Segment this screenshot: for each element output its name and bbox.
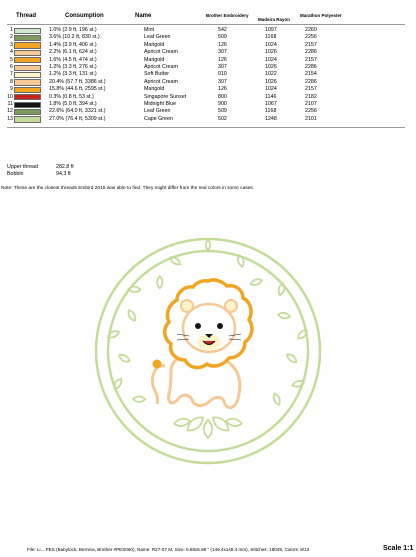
thread-name: Marigold [144,41,165,48]
lion-eye-right [217,323,223,329]
thread-consumption: 1.0% (2.9 ft, 196 st.) [49,27,97,33]
color-swatch [14,28,41,34]
lion-tail [153,366,166,404]
thread-number: 9 [10,86,13,93]
thread-code-marathon: 2157 [305,86,317,93]
embroidery-preview [93,236,323,466]
thread-code-brother: 542 [218,27,227,33]
bobbin-label: Bobbin [7,171,24,177]
thread-number: 10 [7,93,13,100]
thread-code-brother: 502 [218,115,227,122]
thread-number: 6 [10,64,13,71]
thread-name: Cape Green [144,115,173,122]
thread-name: Soft Butter [144,71,170,78]
thread-code-madeira: 1026 [265,49,277,56]
thread-code-marathon: 2256 [305,34,317,41]
table-bottom-divider [7,127,405,128]
thread-code-marathon: 2157 [305,41,317,48]
thread-code-brother: 307 [218,78,227,85]
leaf [237,254,245,267]
scale-label: Scale 1:1 [383,545,414,552]
color-swatch [14,94,41,100]
thread-number: 1 [10,27,13,33]
thread-code-madeira: 1024 [265,86,277,93]
thread-code-madeira: 1168 [265,34,277,41]
bobbin-value: 94.3 ft [56,171,71,177]
thread-code-marathon: 2154 [305,71,317,78]
thread-row [7,27,355,34]
thread-code-brother: 900 [218,101,227,108]
thread-table [7,27,355,123]
thread-swatch [14,94,43,101]
thread-consumption: 22.6% (64.0 ft, 3321 st.) [49,108,106,115]
thread-code-marathon: 2101 [305,115,317,122]
totals-table [7,164,74,178]
thread-consumption: 1.2% (3.3 ft, 131 st.) [49,71,97,78]
color-swatch [14,65,41,71]
totals-row-upper [7,164,74,171]
thread-number: 8 [10,78,13,85]
thread-row [7,79,355,86]
thread-row [7,71,355,78]
leaf [250,278,263,287]
leaf [169,255,182,266]
thread-code-madeira: 1024 [265,41,277,48]
thread-swatch [14,71,43,78]
leaf [285,352,298,364]
thread-swatch [14,57,43,64]
leaf [206,240,211,250]
color-swatch [14,57,41,63]
header-brand-brother: Brother Embroidery [206,13,249,18]
leaf [128,286,140,292]
thread-code-marathon: 2182 [305,93,317,100]
thread-row [7,34,355,41]
thread-code-marathon: 2260 [305,27,317,33]
lion-eye-left [195,323,201,329]
thread-name: Marigold [144,86,165,93]
thread-consumption: 3.6% (10.2 ft, 830 st.) [49,34,100,41]
leaf [157,276,162,288]
header-thread: Thread [16,13,37,19]
thread-swatch [14,64,43,71]
thread-name: Marigold [144,56,165,63]
thread-number: 2 [10,34,13,41]
leaf [278,312,291,319]
thread-swatch [14,108,43,115]
thread-number: 12 [7,108,13,115]
thread-row [7,101,355,108]
thread-consumption: 1.2% (3.3 ft, 276 st.) [49,64,97,71]
thread-code-brother: 307 [218,64,227,71]
color-swatch [14,87,41,93]
thread-consumption: 2.2% (6.1 ft, 624 st.) [49,49,97,56]
thread-swatch [14,79,43,86]
thread-row [7,108,355,115]
thread-consumption: 0.3% (0.8 ft, 53 st.) [49,93,94,100]
color-swatch [14,102,41,108]
leaf [127,309,138,322]
thread-code-madeira: 1146 [265,93,277,100]
thread-code-madeira: 1026 [265,78,277,85]
color-swatch [14,116,41,122]
thread-row [7,49,355,56]
thread-code-brother: 509 [218,108,227,115]
thread-code-madeira: 1248 [265,115,277,122]
thread-code-brother: 126 [218,56,227,63]
header-divider [7,24,405,25]
thread-code-brother: 010 [218,71,227,78]
thread-row [7,86,355,93]
thread-swatch [14,116,43,123]
thread-name: Apricot Cream [144,49,178,56]
thread-swatch [14,27,43,34]
totals-row-bobbin [7,171,74,178]
thread-consumption: 1.8% (5.0 ft, 394 st.) [49,101,97,108]
upper-thread-value: 282.8 ft [56,164,74,170]
header-name: Name [135,13,152,19]
thread-code-madeira: 1026 [265,64,277,71]
thread-row [7,64,355,71]
thread-code-madeira: 1097 [265,27,277,33]
thread-row [7,42,355,49]
color-swatch [14,109,41,115]
thread-row [7,94,355,101]
footer-file-info: File: Li....PES (Babylock, Bernina, Brother #PES060), Name: R27-07 M, Size: 5.88x5.88 " (149.4x149.4 mm), Stitches: 18049, Colors: 8/13 [27,547,310,552]
thread-code-brother: 126 [218,86,227,93]
thread-swatch [14,34,43,41]
thread-code-marathon: 2256 [305,108,317,115]
thread-swatch [14,86,43,93]
thread-code-brother: 126 [218,41,227,48]
thread-code-madeira: 1168 [265,108,277,115]
thread-number: 7 [10,71,13,78]
thread-code-madeira: 1024 [265,56,277,63]
thread-name: Apricot Cream [144,78,178,85]
color-swatch [14,50,41,56]
upper-thread-label: Upper thread [7,164,38,170]
color-swatch [14,35,41,41]
thread-swatch [14,49,43,56]
header-brand-madeira: Madeira Rayon [258,17,291,22]
thread-row [7,57,355,64]
thread-code-brother: 307 [218,49,227,56]
note-text: Note: These are the closest threads Embird 2015 was able to find. They might differ from the real colors in some cases. [1,186,255,191]
thread-code-marathon: 2286 [305,78,317,85]
lion-tail-tuft [153,360,162,369]
thread-swatch [14,101,43,108]
thread-number: 11 [7,101,13,108]
color-swatch [14,42,41,48]
thread-code-marathon: 2107 [305,101,317,108]
header-consumption: Consumption [65,13,104,19]
thread-consumption: 1.6% (4.5 ft, 474 st.) [49,56,97,63]
leaf [118,353,131,364]
thread-name: Leaf Green [144,34,171,41]
thread-name: Apricot Cream [144,64,178,71]
color-swatch [14,72,41,78]
thread-name: Singapore Sunset [144,93,187,100]
thread-code-brother: 800 [218,93,227,100]
leaf [112,377,123,390]
thread-swatch [14,42,43,49]
header-brand-marathon: Marathon Polyester [300,13,342,18]
thread-number: 5 [10,56,13,63]
leaf [133,397,145,402]
color-swatch [14,79,41,85]
thread-consumption: 20.4% (57.7 ft, 3386 st.) [49,78,106,85]
leaf [272,393,281,406]
thread-name: Mint [144,27,155,33]
thread-code-madeira: 1022 [265,71,277,78]
thread-consumption: 1.4% (3.9 ft, 406 st.) [49,41,97,48]
thread-code-madeira: 1067 [265,101,277,108]
leaf [292,380,305,388]
thread-number: 13 [7,115,13,122]
thread-row [7,116,355,123]
thread-number: 4 [10,49,13,56]
leaf [277,283,285,296]
thread-code-marathon: 2157 [305,56,317,63]
thread-code-marathon: 2286 [305,64,317,71]
thread-code-brother: 509 [218,34,227,41]
leaf [204,420,212,438]
thread-consumption: 15.8% (44.6 ft, 2595 st.) [49,86,106,93]
thread-number: 3 [10,41,13,48]
lion-figure [153,280,252,408]
thread-name: Midnight Blue [144,101,177,108]
thread-code-marathon: 2286 [305,49,317,56]
thread-name: Leaf Green [144,108,171,115]
thread-consumption: 27.0% (76.4 ft, 5309 st.) [49,115,106,122]
